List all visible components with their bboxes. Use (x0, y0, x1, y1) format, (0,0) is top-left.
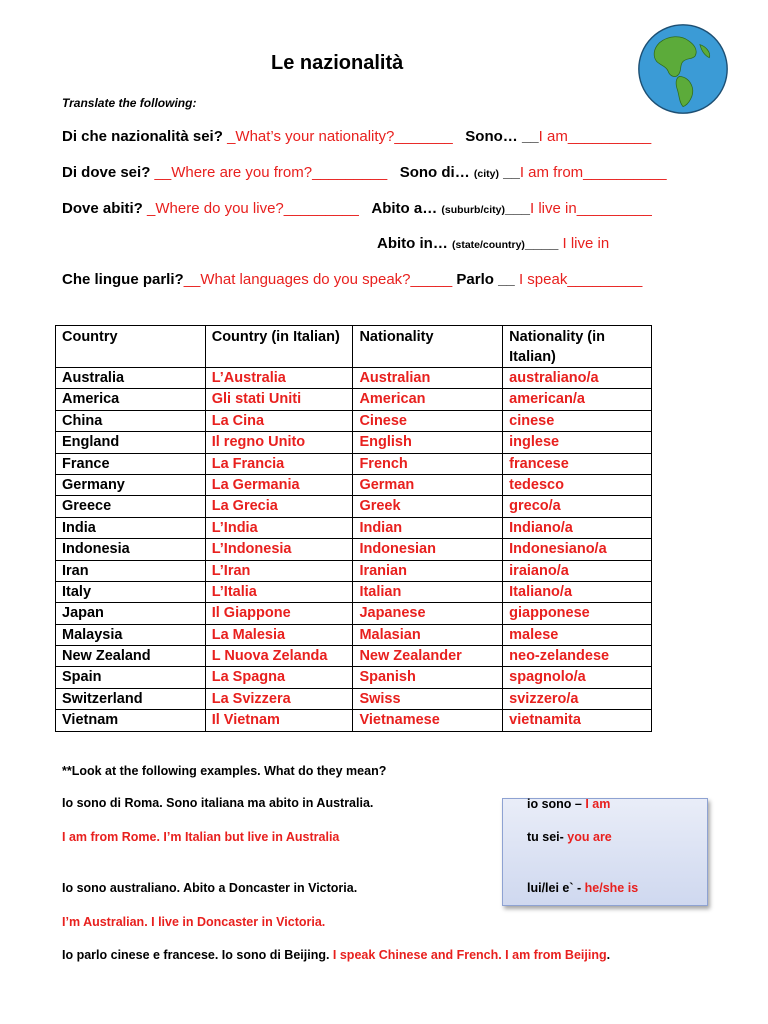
table-header-row (56, 326, 652, 368)
cell-nationality: German (353, 474, 503, 495)
table-row (56, 517, 652, 538)
header-country-italian: Country (in Italian) (205, 326, 353, 368)
cell-country-italian: L’Italia (205, 581, 353, 602)
cell-nationality-italian: cinese (503, 410, 652, 431)
cell-nationality: Australian (353, 368, 503, 389)
cell-nationality-italian: Indonesiano/a (503, 539, 652, 560)
cell-nationality: French (353, 453, 503, 474)
cell-country-italian: L Nuova Zelanda (205, 646, 353, 667)
examples-prompt: **Look at the following examples. What do they mean? (62, 764, 387, 778)
cell-country-italian: L’India (205, 517, 353, 538)
table-row (56, 581, 652, 602)
cell-country: India (56, 517, 206, 538)
example-2: Io sono australiano. Abito a Doncaster in Victoria. (62, 881, 358, 895)
page-title: Le nazionalità (271, 52, 404, 74)
cell-country: Malaysia (56, 624, 206, 645)
pronoun-tu: tu sei- you are (527, 830, 612, 844)
cell-nationality: Greek (353, 496, 503, 517)
table-row (56, 710, 652, 731)
header-nationality-italian: Nationality (in Italian) (503, 326, 652, 368)
cell-country: Germany (56, 474, 206, 495)
cell-country: Australia (56, 368, 206, 389)
cell-nationality-italian: iraiano/a (503, 560, 652, 581)
nationality-table (55, 325, 652, 732)
table-row (56, 539, 652, 560)
example-1: Io sono di Roma. Sono italiana ma abito in Australia. (62, 796, 374, 810)
cell-country-italian: La Malesia (205, 624, 353, 645)
cell-nationality-italian: tedesco (503, 474, 652, 495)
cell-country: England (56, 432, 206, 453)
cell-nationality: Cinese (353, 410, 503, 431)
cell-nationality: Swiss (353, 688, 503, 709)
cell-nationality: New Zealander (353, 646, 503, 667)
table-row (56, 603, 652, 624)
table-row (56, 646, 652, 667)
cell-country: Spain (56, 667, 206, 688)
cell-country: Japan (56, 603, 206, 624)
pronoun-box (502, 798, 708, 906)
cell-country-italian: La Svizzera (205, 688, 353, 709)
cell-nationality: Japanese (353, 603, 503, 624)
cell-country-italian: L’Indonesia (205, 539, 353, 560)
cell-country: Greece (56, 496, 206, 517)
question-nationality: Di che nazionalità sei? _What’s your nationality?_______ Sono… __I am__________ (62, 128, 652, 145)
cell-country-italian: La Francia (205, 453, 353, 474)
table-row (56, 624, 652, 645)
cell-nationality-italian: australiano/a (503, 368, 652, 389)
cell-nationality: Italian (353, 581, 503, 602)
table-row (56, 410, 652, 431)
table-row (56, 368, 652, 389)
cell-country: Italy (56, 581, 206, 602)
cell-country: New Zealand (56, 646, 206, 667)
globe-icon (636, 22, 730, 116)
cell-country-italian: L’Australia (205, 368, 353, 389)
cell-nationality-italian: greco/a (503, 496, 652, 517)
table-row (56, 688, 652, 709)
cell-country: China (56, 410, 206, 431)
cell-nationality-italian: spagnolo/a (503, 667, 652, 688)
cell-nationality-italian: neo-zelandese (503, 646, 652, 667)
pronoun-lui-lei: lui/lei e` - he/she is (527, 881, 639, 895)
question-residence: Dove abiti? _Where do you live?_________ Abito a… (suburb/city)___I live in_________ (62, 200, 652, 217)
cell-country-italian: Il regno Unito (205, 432, 353, 453)
cell-country: France (56, 453, 206, 474)
cell-country-italian: Il Vietnam (205, 710, 353, 731)
cell-nationality-italian: svizzero/a (503, 688, 652, 709)
cell-nationality: Indonesian (353, 539, 503, 560)
cell-nationality-italian: malese (503, 624, 652, 645)
header-nationality: Nationality (353, 326, 503, 368)
table-row (56, 389, 652, 410)
table-row (56, 453, 652, 474)
cell-nationality-italian: francese (503, 453, 652, 474)
table-row (56, 560, 652, 581)
cell-nationality-italian: vietnamita (503, 710, 652, 731)
header-country: Country (56, 326, 206, 368)
cell-country-italian: Il Giappone (205, 603, 353, 624)
cell-nationality: English (353, 432, 503, 453)
cell-nationality: Vietnamese (353, 710, 503, 731)
table-row (56, 474, 652, 495)
instruction: Translate the following: (62, 96, 197, 110)
cell-country-italian: La Cina (205, 410, 353, 431)
cell-nationality-italian: american/a (503, 389, 652, 410)
cell-country-italian: La Grecia (205, 496, 353, 517)
example-2-answer: I’m Australian. I live in Doncaster in Victoria. (62, 915, 326, 929)
table-row (56, 496, 652, 517)
table-row (56, 432, 652, 453)
cell-nationality: Malasian (353, 624, 503, 645)
question-residence-state: Abito in… (state/country)____ I live in (377, 235, 610, 252)
cell-country-italian: Gli stati Uniti (205, 389, 353, 410)
cell-nationality-italian: Indiano/a (503, 517, 652, 538)
cell-nationality-italian: giapponese (503, 603, 652, 624)
question-languages: Che lingue parli?__What languages do you speak?_____ Parlo __ I speak_________ (62, 271, 643, 288)
cell-nationality-italian: Italiano/a (503, 581, 652, 602)
cell-country: Indonesia (56, 539, 206, 560)
cell-country: America (56, 389, 206, 410)
cell-country-italian: La Germania (205, 474, 353, 495)
cell-country: Vietnam (56, 710, 206, 731)
example-1-answer: I am from Rome. I’m Italian but live in Australia (62, 830, 340, 844)
cell-country: Iran (56, 560, 206, 581)
cell-nationality-italian: inglese (503, 432, 652, 453)
question-origin: Di dove sei? __Where are you from?_________ Sono di… (city) __I am from__________ (62, 164, 667, 181)
cell-nationality: Iranian (353, 560, 503, 581)
cell-nationality: Spanish (353, 667, 503, 688)
cell-nationality: Indian (353, 517, 503, 538)
example-3: Io parlo cinese e francese. Io sono di Beijing. I speak Chinese and French. I am from Beijing. (62, 948, 611, 962)
cell-country-italian: La Spagna (205, 667, 353, 688)
table-row (56, 667, 652, 688)
pronoun-io: io sono – I am (527, 797, 611, 811)
cell-country: Switzerland (56, 688, 206, 709)
cell-country-italian: L’Iran (205, 560, 353, 581)
cell-nationality: American (353, 389, 503, 410)
